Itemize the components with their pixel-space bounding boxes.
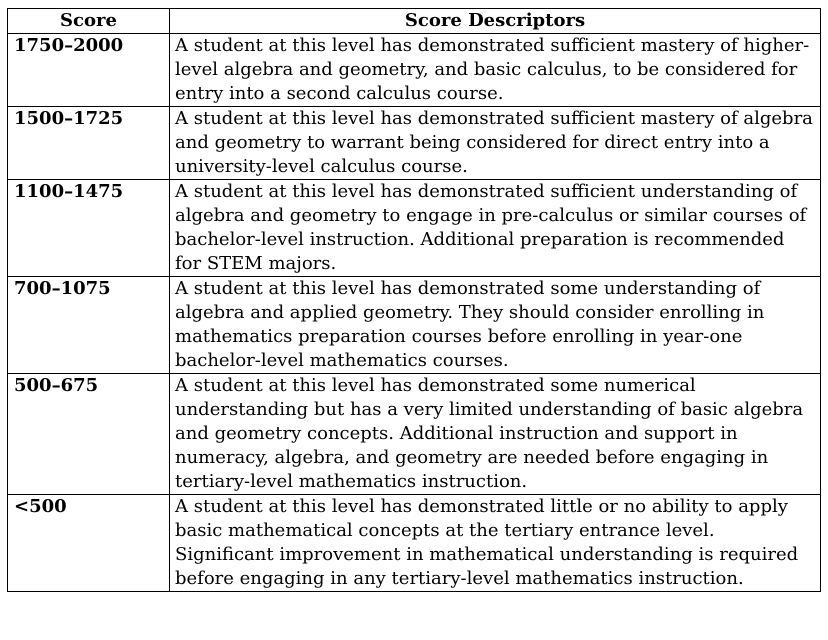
score-range-cell: 1750–2000 [8, 34, 170, 107]
table-row [8, 277, 821, 374]
table-row [8, 495, 821, 592]
score-column-header: Score [8, 9, 170, 34]
score-range-cell: 1100–1475 [8, 180, 170, 277]
descriptor-cell: A student at this level has demonstrated sufficient mastery of higher-level algebra and geometry, and basic calculus, to be considered for entry into a second calculus course. [170, 34, 821, 107]
table-row [8, 374, 821, 495]
descriptor-cell: A student at this level has demonstrated sufficient mastery of algebra and geometry to warrant being considered for direct entry into a university-level calculus course. [170, 107, 821, 180]
descriptor-cell: A student at this level has demonstrated some numerical understanding but has a very limited understanding of basic algebra and geometry concepts. Additional instruction and support in numeracy, algebra, and geometry are needed before engaging in tertiary-level mathematics instruction. [170, 374, 821, 495]
table-body [8, 34, 821, 592]
table-row [8, 107, 821, 180]
header-row [8, 9, 821, 34]
score-range-cell: 700–1075 [8, 277, 170, 374]
score-range-cell: 1500–1725 [8, 107, 170, 180]
score-descriptors-table [7, 8, 821, 592]
descriptor-cell: A student at this level has demonstrated some understanding of algebra and applied geometry. They should consider enrolling in mathematics preparation courses before enrolling in year-one bachelor-level mathematics courses. [170, 277, 821, 374]
table-header [8, 9, 821, 34]
score-range-cell: 500–675 [8, 374, 170, 495]
descriptor-cell: A student at this level has demonstrated little or no ability to apply basic mathematical concepts at the tertiary entrance level. Significant improvement in mathematical understanding is required before engaging in any tertiary-level mathematics instruction. [170, 495, 821, 592]
score-range-cell: <500 [8, 495, 170, 592]
table-row [8, 180, 821, 277]
descriptors-column-header: Score Descriptors [170, 9, 821, 34]
descriptor-cell: A student at this level has demonstrated sufficient understanding of algebra and geometry to engage in pre-calculus or similar courses of bachelor-level instruction. Additional preparation is recommended for STEM majors. [170, 180, 821, 277]
table-row [8, 34, 821, 107]
